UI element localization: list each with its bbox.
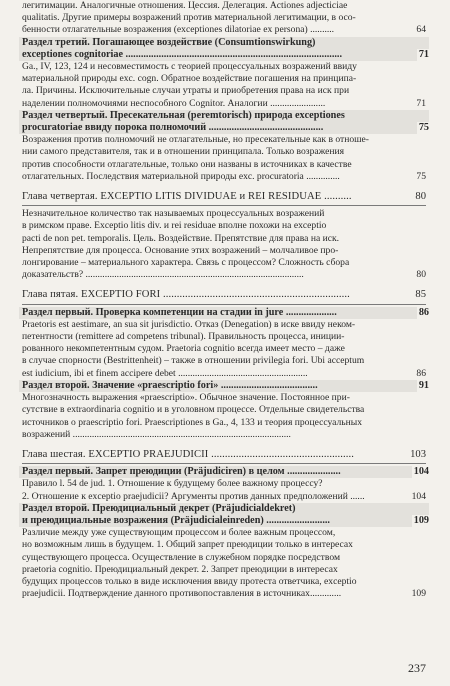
toc-line [22, 257, 426, 269]
toc-line [22, 233, 426, 245]
toc-text: в случае спорности (Bestrittenheit) – также в отношении privilegia fori. Ubi acceptum [22, 355, 365, 367]
toc-line [22, 392, 426, 404]
toc-line [22, 24, 426, 36]
toc-text: Правило l. 54 de jud. 1. Отношение к будущему более важному процессу? [22, 478, 323, 490]
toc-line [22, 478, 426, 490]
toc-text: сутствие в extraordinaria cognitio и в уголовном процессе. Отдельные свидетельства [22, 404, 365, 416]
section-heading [19, 466, 429, 478]
toc-text: лонгирование – материального характера. Связь с процессом? Сложность сбора [22, 257, 350, 269]
toc-line [22, 208, 426, 220]
toc-text: exceptiones cognitoriae ..................................................................................... [22, 48, 343, 60]
toc-page-ref: 91 [418, 379, 429, 391]
page-number: 237 [408, 661, 426, 675]
toc-text: Ga., IV, 123, 124 и несовместимость с теорией процессуальных возражений ввиду [22, 61, 357, 73]
toc-text: будущих процессов только в виде исключения ввиду протеста ответчика, exceptio [22, 575, 357, 587]
toc-page-ref: 104 [413, 466, 429, 478]
section-heading [19, 110, 429, 122]
toc-page-ref: 86 [418, 306, 429, 318]
toc-text: доказательств? ........................................................................................... [22, 269, 304, 281]
chapter-heading [22, 449, 426, 461]
toc-text: ла. Причины. Исключительные случаи утраты и приобретения права на иск при [22, 85, 350, 97]
toc-text: бенности отлагательные возражения (exceptiones dilatoriae ex persona) .......... [22, 24, 335, 36]
toc-page-ref: 64 [416, 24, 426, 36]
divider [22, 463, 426, 464]
toc-line [22, 552, 426, 564]
toc-text: в римском праве. Exceptio litis div. и rei residuae вполне похожи на exceptio [22, 220, 327, 232]
toc-line [22, 319, 426, 331]
toc-line [22, 491, 426, 503]
toc-text: отлагательных. Последствия материальной природы exc. procuratoria .............. [22, 170, 340, 182]
toc-line [22, 527, 426, 539]
toc-page-ref: 103 [410, 448, 426, 460]
toc-line [22, 404, 426, 416]
toc-page-ref: 75 [416, 170, 426, 182]
toc-text: pacti de non pet. temporalis. Цель. Воздействие. Препятствие для права на иск. [22, 232, 340, 244]
toc-text: qualitatis. Другие примеры возражений против материальной легитимации, в осо- [22, 12, 356, 24]
toc-text: Глава пятая. EXCEPTIO FORI .................................................................... [22, 289, 350, 301]
toc-text: нии самого представителя, так и в отношении принципала. Только возражения [22, 146, 345, 158]
toc-line [22, 269, 426, 281]
divider [22, 205, 426, 206]
toc-text: источников о praescriptio fori. Praescriptiones в Ga., 4, 133 и теория процессуальных [22, 416, 363, 428]
toc-text: Praetoris est aestimare, an sua sit jurisdictio. Отказ (Denegation) в иске ввиду неком- [22, 318, 356, 330]
toc-text: praetoria cognitio. Преюдициальный декрет. 2. Запрет преюдиции в интересах [22, 563, 338, 575]
toc-text: Незначительное количество так называемых процессуальных возражений [22, 208, 325, 220]
toc-line [22, 417, 426, 429]
section-heading [19, 515, 429, 527]
toc-text: Непрепятствие для процесса. Основание этих возражений – молчаливое про- [22, 244, 339, 256]
toc-text: Раздел первый. Запрет преюдиции (Präjudiciren) в целом ..................... [22, 466, 341, 478]
chapter-heading [22, 289, 426, 301]
toc-text: Раздел второй. Значение «praescriptio fori» ...................................... [22, 379, 318, 391]
toc-text: Глава шестая. EXCEPTIO PRAEJUDICII .................................................... [22, 448, 355, 460]
toc-text: но возможным лишь в будущем. 1. Общий запрет преюдиции только в интересах [22, 539, 353, 551]
toc-line [22, 245, 426, 257]
toc-text: рованного некомпетентным судом. Praetoria cognitio всегда имеет место – даже [22, 343, 345, 355]
toc-page-ref: 86 [416, 367, 426, 379]
toc-page-ref: 109 [411, 588, 426, 600]
toc-text: материальной природы exc. cogn. Обратное воздействие погашения на принципа- [22, 73, 357, 85]
toc-line [22, 429, 426, 441]
toc-line [22, 85, 426, 97]
toc-line [22, 343, 426, 355]
toc-text: легитимации. Аналогичные отношения. Цессия. Делегация. Actiones adjecticiae [22, 0, 348, 11]
divider [22, 304, 426, 305]
toc-line [22, 0, 426, 12]
section-heading [19, 503, 429, 515]
section-heading [19, 122, 429, 134]
toc-text: петентности (remittere ad competens tribunal). Правильность процесса, иниции- [22, 331, 345, 343]
toc-text: est iudicium, ibi et finem accipere debet ...................................................... [22, 367, 308, 379]
toc-line [22, 146, 426, 158]
toc-line [22, 588, 426, 600]
toc-text: существующего процесса. Осуществление в служебном порядке посредством [22, 551, 341, 563]
section-heading [19, 380, 429, 392]
toc-line [22, 159, 426, 171]
toc-text: возражений ........................................................................................... [22, 428, 291, 440]
toc-line [22, 171, 426, 183]
toc-text: Различие между уже существующим процессом и более важным процессом, [22, 527, 336, 539]
toc-text: Раздел первый. Проверка компетенции на стадии in jure .................... [22, 306, 337, 318]
toc-line [22, 564, 426, 576]
toc-line [22, 98, 426, 110]
toc-line [22, 12, 426, 24]
table-of-contents [22, 0, 429, 600]
section-heading [19, 307, 429, 319]
toc-page-ref: 104 [411, 490, 426, 502]
section-heading [19, 37, 429, 49]
toc-page-ref: 80 [415, 191, 426, 203]
toc-line [22, 576, 426, 588]
spacer [22, 183, 426, 189]
toc-text: Раздел второй. Преюдициальный декрет (Präjudicialdekret) [22, 502, 296, 514]
toc-page-ref: 109 [413, 514, 429, 526]
toc-text: против способности отлагательные, только они названы в источниках в качестве [22, 158, 352, 170]
toc-page-ref: 75 [418, 122, 429, 134]
toc-text: Многозначность выражения «praescriptio». Обычное значение. Постоянное при- [22, 392, 350, 404]
toc-text: и преюдициальные возражения (Präjudicialeinreden) ......................... [22, 514, 330, 526]
toc-page-ref: 85 [415, 289, 426, 301]
toc-page-ref: 80 [416, 269, 426, 281]
toc-text: praejudicii. Подтверждение данного противопоставления в источниках............. [22, 588, 342, 600]
spacer [22, 281, 426, 287]
toc-line [22, 355, 426, 367]
toc-text: 2. Отношение к exceptio praejudicii? Аргументы против данных предположений ...... [22, 490, 365, 502]
toc-text: Глава четвертая. EXCEPTIO LITIS DIVIDUAE и REI RESIDUAE .......... [22, 191, 352, 203]
toc-page-ref: 71 [418, 48, 429, 60]
toc-text: procuratoriae ввиду порока полномочий ............................................. [22, 122, 324, 134]
toc-line [22, 61, 426, 73]
toc-page-ref: 71 [416, 97, 426, 109]
toc-line [22, 73, 426, 85]
toc-line [22, 134, 426, 146]
toc-text: Раздел третий. Погашающее воздействие (Consumtionswirkung) [22, 36, 316, 48]
toc-text: Возражения против полномочий не отлагательные, но пресекательные как в отноше- [22, 134, 370, 146]
chapter-heading [22, 191, 426, 203]
toc-text: Раздел четвертый. Пресекательная (peremtorisch) природа exceptiones [22, 109, 345, 121]
toc-line [22, 539, 426, 551]
toc-line [22, 368, 426, 380]
toc-line [22, 331, 426, 343]
toc-line [22, 220, 426, 232]
spacer [22, 441, 426, 447]
toc-text: наделении полномочиями неспособного Cognitor. Аналогии ....................... [22, 97, 326, 109]
section-heading [19, 49, 429, 61]
